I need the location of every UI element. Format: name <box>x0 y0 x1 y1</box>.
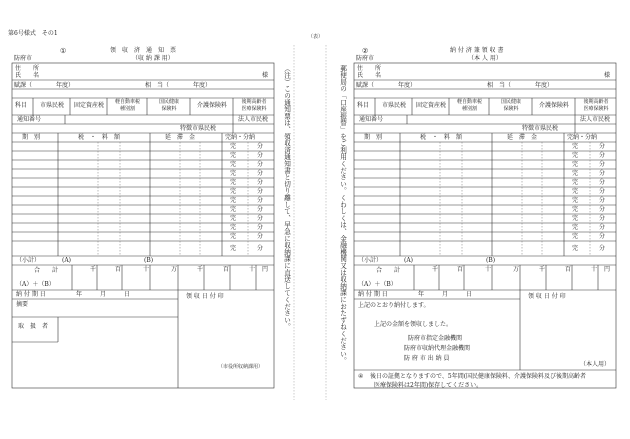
right-b-label: (B) <box>486 257 496 264</box>
right-name-label: 氏 名 <box>357 72 382 79</box>
complete-mark: 完 <box>572 170 579 177</box>
digit-label: 千 <box>197 266 204 273</box>
left-due-date: 年 月 日 <box>76 291 131 298</box>
partial-mark: 分 <box>599 179 606 186</box>
complete-mark: 完 <box>572 188 579 195</box>
left-number: ① <box>60 47 67 55</box>
digit-label: 百 <box>565 266 572 273</box>
left-address-label: 住 所 <box>15 65 40 72</box>
left-b-label: (B) <box>144 257 154 264</box>
digit-label: 円 <box>604 266 611 273</box>
right-tax-item: 国民健康 保険料 <box>500 99 521 112</box>
complete-mark: 完 <box>572 224 579 231</box>
digit-label: 百 <box>457 266 464 273</box>
left-tax-item: 固定資産税 <box>73 102 104 109</box>
right-note2: 医療保険料は2年間)保存してください。 <box>374 382 483 389</box>
right-received-line2: 上記の金額を領収しました。 <box>374 321 453 328</box>
right-footer: （本人用） <box>580 361 611 368</box>
left-due-label: 納 付 期 日 <box>16 291 46 298</box>
partial-mark: 分 <box>599 233 606 240</box>
partial-mark: 分 <box>257 179 264 186</box>
complete-mark: 完 <box>572 245 579 252</box>
partial-mark: 分 <box>599 152 606 159</box>
complete-mark: 完 <box>230 143 237 150</box>
digit-label: 百 <box>115 266 122 273</box>
partial-mark: 分 <box>599 188 606 195</box>
left-year-label: 賦課（ 年度） <box>14 82 75 89</box>
digit-label: 千 <box>90 266 97 273</box>
left-receipt-stamp-label: 領 収 日 付 印 <box>186 293 224 300</box>
left-tax-item: 国民健康 保険料 <box>158 99 179 112</box>
digit-label: 十 <box>143 266 150 273</box>
right-subtitle: （本 人 用） <box>468 55 502 62</box>
left-special-tax-label: 特徴市県民税 <box>180 125 217 132</box>
left-corp-tax-label: 法人市民税 <box>238 116 269 123</box>
complete-mark: 完 <box>230 170 237 177</box>
digit-label: 万 <box>513 266 520 273</box>
partial-mark: 分 <box>599 215 606 222</box>
partial-mark: 分 <box>599 245 606 252</box>
complete-mark: 完 <box>572 152 579 159</box>
right-tax-item: 介護保険料 <box>538 102 569 109</box>
complete-mark: 完 <box>230 206 237 213</box>
left-tax-item: 後期高齢者 医療保険料 <box>241 99 267 112</box>
right-due-date: 年 月 日 <box>418 291 473 298</box>
right-col-term: 期 別 <box>364 134 383 141</box>
right-due-label: 納 付 期 日 <box>358 291 388 298</box>
complete-mark: 完 <box>230 197 237 204</box>
digit-label: 万 <box>171 266 178 273</box>
complete-mark: 完 <box>572 215 579 222</box>
digit-label: 円 <box>262 266 269 273</box>
right-total-label: 合 計 <box>376 267 401 274</box>
complete-mark: 完 <box>572 161 579 168</box>
left-footer: （市役所収納課用） <box>218 364 264 370</box>
left-subtitle: （収 納 課 用） <box>132 55 174 62</box>
partial-mark: 分 <box>599 224 606 231</box>
right-city: 防府市 <box>356 55 375 62</box>
partial-mark: 分 <box>599 206 606 213</box>
right-notice-no-label: 通知番号 <box>359 116 384 123</box>
partial-mark: 分 <box>599 143 606 150</box>
right-tax-item: 軽自動車税 種別割 <box>456 99 482 112</box>
left-name-label: 氏 名 <box>15 72 40 79</box>
left-tax-item: 軽自動車税 種別割 <box>114 99 140 112</box>
right-address-label: 住 所 <box>357 65 382 72</box>
partial-mark: 分 <box>257 224 264 231</box>
right-number: ② <box>362 47 369 55</box>
partial-mark: 分 <box>257 215 264 222</box>
partial-mark: 分 <box>257 206 264 213</box>
complete-mark: 完 <box>230 245 237 252</box>
left-col-done: 完納・分納 <box>225 134 256 141</box>
digit-label: 千 <box>539 266 546 273</box>
right-note-mark: ④ <box>358 373 364 380</box>
complete-mark: 完 <box>230 224 237 231</box>
right-note: 後日の証拠となりますので、5年間(国民健康保険料、介護保険料及び後期高齢者 <box>370 373 587 380</box>
left-col-term: 期 別 <box>22 134 41 141</box>
left-total-label: 合 計 <box>34 267 59 274</box>
right-tax-item: 市県民税 <box>381 102 406 109</box>
left-notice-no-label: 通知番号 <box>17 116 42 123</box>
right-subject-label: 科目 <box>357 102 370 109</box>
right-a-label: (A) <box>404 257 414 264</box>
left-title: 領 収 済 通 知 票 <box>110 47 177 54</box>
complete-mark: 完 <box>572 233 579 240</box>
partial-mark: 分 <box>599 161 606 168</box>
right-special-tax-label: 特徴市県民税 <box>522 125 559 132</box>
right-col-tax: 税 ・ 料 額 <box>420 134 463 141</box>
digit-label: 十 <box>249 266 256 273</box>
right-tax-item: 後期高齢者 医療保険料 <box>583 99 609 112</box>
left-handler-label: 取 扱 者 <box>18 323 49 330</box>
right-bank3: 防 府 市 出 納 員 <box>404 355 450 362</box>
complete-mark: 完 <box>230 215 237 222</box>
complete-mark: 完 <box>230 152 237 159</box>
right-year-label: 賦課（ 年度） <box>356 82 417 89</box>
left-remarks-label: 摘要 <box>16 301 29 308</box>
right-receipt-stamp-label: 領 収 日 付 印 <box>528 293 566 300</box>
right-period-label: 相 当（ 年度） <box>487 82 554 89</box>
partial-mark: 分 <box>599 170 606 177</box>
right-ab-label: （A）＋（B） <box>358 281 397 288</box>
left-subtotal-label: （小計） <box>16 257 41 264</box>
partial-mark: 分 <box>257 161 264 168</box>
right-bank1: 防府市指定金融機関 <box>408 335 463 342</box>
complete-mark: 完 <box>230 233 237 240</box>
left-ab-label: （A）＋（B） <box>16 281 55 288</box>
complete-mark: 完 <box>230 179 237 186</box>
partial-mark: 分 <box>257 197 264 204</box>
right-title: 納 付 済 兼 領 収 書 <box>450 47 504 54</box>
left-a-label: (A) <box>62 257 72 264</box>
partial-mark: 分 <box>257 188 264 195</box>
partial-mark: 分 <box>599 197 606 204</box>
digit-label: 千 <box>432 266 439 273</box>
left-honorific: 様 <box>262 72 269 79</box>
right-tax-item: 固定資産税 <box>415 102 446 109</box>
side-mark: （表） <box>308 34 324 40</box>
complete-mark: 完 <box>230 161 237 168</box>
left-tax-item: 市県民税 <box>39 102 64 109</box>
right-subtotal-label: （小計） <box>358 257 383 264</box>
left-col-tax: 税 ・ 料 額 <box>78 134 121 141</box>
right-honorific: 様 <box>604 72 611 79</box>
partial-mark: 分 <box>257 170 264 177</box>
partial-mark: 分 <box>257 245 264 252</box>
partial-mark: 分 <box>257 152 264 159</box>
complete-mark: 完 <box>230 188 237 195</box>
digit-label: 百 <box>223 266 230 273</box>
form-code: 第6号様式 その1 <box>8 30 58 37</box>
right-vertical: 郵便局の「口座振替」をご利用ください。くわしくは、金融機関又は収納課におたずねください。 <box>338 65 347 365</box>
right-bank2: 防府市収納代理金融機関 <box>404 345 471 352</box>
digit-label: 十 <box>485 266 492 273</box>
complete-mark: 完 <box>572 179 579 186</box>
left-col-late: 延 滞 金 <box>165 134 196 141</box>
right-received-line1: 上記のとおり納付します。 <box>358 302 430 309</box>
right-col-done: 完納・分納 <box>567 134 598 141</box>
notice-vertical: （注）この通知票は、領収済通知書と切り離して、早急に収納課に直送してください。 <box>282 65 291 331</box>
left-city: 防府市 <box>14 55 33 62</box>
complete-mark: 完 <box>572 197 579 204</box>
digit-label: 十 <box>591 266 598 273</box>
left-tax-item: 介護保険料 <box>196 102 227 109</box>
right-col-late: 延 滞 金 <box>507 134 538 141</box>
complete-mark: 完 <box>572 143 579 150</box>
complete-mark: 完 <box>572 206 579 213</box>
partial-mark: 分 <box>257 233 264 240</box>
left-subject-label: 科目 <box>15 102 28 109</box>
right-corp-tax-label: 法人市民税 <box>580 116 611 123</box>
partial-mark: 分 <box>257 143 264 150</box>
left-period-label: 相 当（ 年度） <box>145 82 212 89</box>
